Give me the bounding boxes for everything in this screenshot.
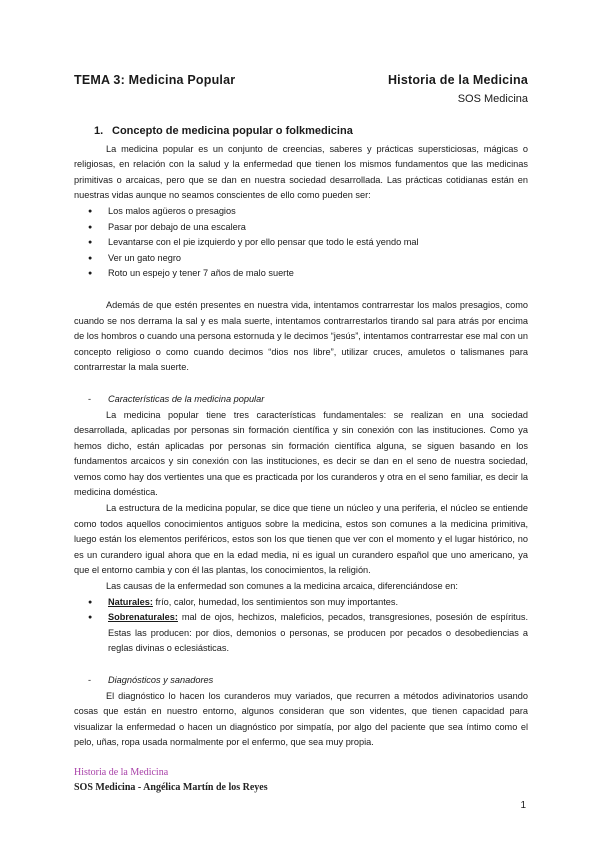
section-title: Concepto de medicina popular o folkmedicina — [112, 125, 353, 137]
characteristics-paragraph-1: La medicina popular tiene tres características fundamentales: se realizan en una sociedad desarrollada, aplicadas por personas sin formación científica y sin conexión con las instituciones. Como ya hemos dicho, están aplicadas por personas sin formación científica alguna, se siguen basando en los fundamentos arcaicos y sin conexión con las instituciones, es decir se dan en el seno de nuestra sociedad, vemos como hay dos vertientes una que es practicada por los curanderos y otra en el seno familiar, es decir la medicina doméstica. — [74, 409, 528, 498]
cause-text: frío, calor, humedad, los sentimientos son muy importantes. — [152, 596, 399, 607]
diagnostics-heading-text: Diagnósticos y sanadores — [108, 675, 214, 685]
header-subtitle: SOS Medicina — [457, 93, 528, 105]
cause-term: Naturales: — [108, 596, 153, 607]
characteristics-paragraph-2: La estructura de la medicina popular, se dice que tiene un núcleo y una periferia, el núcleo se entiende como todos aquellos conocimientos antiguos sobre la medicina, estos son comunes a la medicina primitiva, luego están los elementos periféricos, estos son los que tienen que ver con el momento y el lugar histórico, no es un curandero igual ahora que en la edad media, ni es igual un curandero español que uno americano, ya que el entorno cambia y con él las plantas, los conocimientos, la religión. — [74, 503, 528, 576]
superstition-list — [74, 204, 528, 282]
counteract-paragraph: Además de que estén presentes en nuestra vida, intentamos contrarrestar los malos presagios, como cuando se nos derrama la sal y es mala suerte, intentamos contrarrestarlos tirando sal para atrás por encima de los hombros o cuando una persona estornuda y le decimos “jesús”, intentamos contrarrestar ese mal con un concepto religioso o como cuando decimos “dios nos libre”, utilizar cruces, amuletos o talismanes para contrarrestar la mala suerte. — [74, 299, 528, 373]
section-heading — [94, 124, 528, 140]
header-course-title: Historia de la Medicina — [387, 73, 528, 87]
document-body — [74, 124, 528, 751]
section-number: 1. — [94, 125, 104, 137]
causes-list — [74, 595, 528, 657]
list-item: ● Levantarse con el pie izquierdo y por ello pensar que todo le está yendo mal — [88, 235, 528, 251]
list-item: ● Pasar por debajo de una escalera — [88, 220, 528, 236]
diagnostics-heading — [88, 673, 528, 689]
cause-term: Sobrenaturales: — [108, 612, 178, 623]
footer-course: Historia de la Medicina — [74, 767, 169, 778]
characteristics-heading — [88, 392, 528, 408]
heading-dash: - — [88, 393, 92, 404]
list-item: ● Los malos agüeros o presagios — [88, 204, 528, 220]
header-topic-title: TEMA 3: Medicina Popular — [74, 73, 236, 87]
list-item: ● Ver un gato negro — [88, 251, 528, 267]
characteristics-paragraph-3: Las causas de la enfermedad son comunes a la medicina arcaica, diferenciándose en: — [106, 581, 458, 592]
diagnostics-paragraph: El diagnóstico lo hacen los curanderos muy variados, que recurren a métodos adivinatorios usando cosas que están en nuestro entorno, algunos consideran que son videntes, que tienen capacidad para visualizar la enfermedad o hacen un diagnóstico por simpatía, por algo del paciente que sea íntimo como el pelo, uñas, ropa usada normalmente por el enfermo, que sea muy propia. — [74, 690, 528, 748]
intro-paragraph: La medicina popular es un conjunto de creencias, saberes y prácticas supersticiosas, mágicas o religiosas, en relación con la salud y la enfermedad que tienen los mismos fundamentos que las medicinas primitivas o arcaicas, pero que se dan en nuestra sociedad desarrollada. Las prácticas cotidianas están en nuestras vidas aunque no seamos conscientes de ello como pueden ser: — [74, 143, 528, 201]
list-item: ● Roto un espejo y tener 7 años de malo suerte — [88, 266, 528, 282]
heading-dash: - — [88, 675, 92, 685]
footer-author: SOS Medicina - Angélica Martín de los Reyes — [74, 782, 268, 793]
list-item — [88, 610, 528, 657]
characteristics-heading-text: Características de la medicina popular — [108, 393, 265, 404]
page-number: 1 — [520, 800, 526, 811]
list-item — [88, 595, 528, 611]
cause-text: mal de ojos, hechizos, maleficios, pecados, transgresiones, posesión de espíritus. Estas las producen: por dios, demonios o personas, se producen por pecados o desobediencias a reglas divinas o eclesiásticas. — [108, 612, 528, 654]
